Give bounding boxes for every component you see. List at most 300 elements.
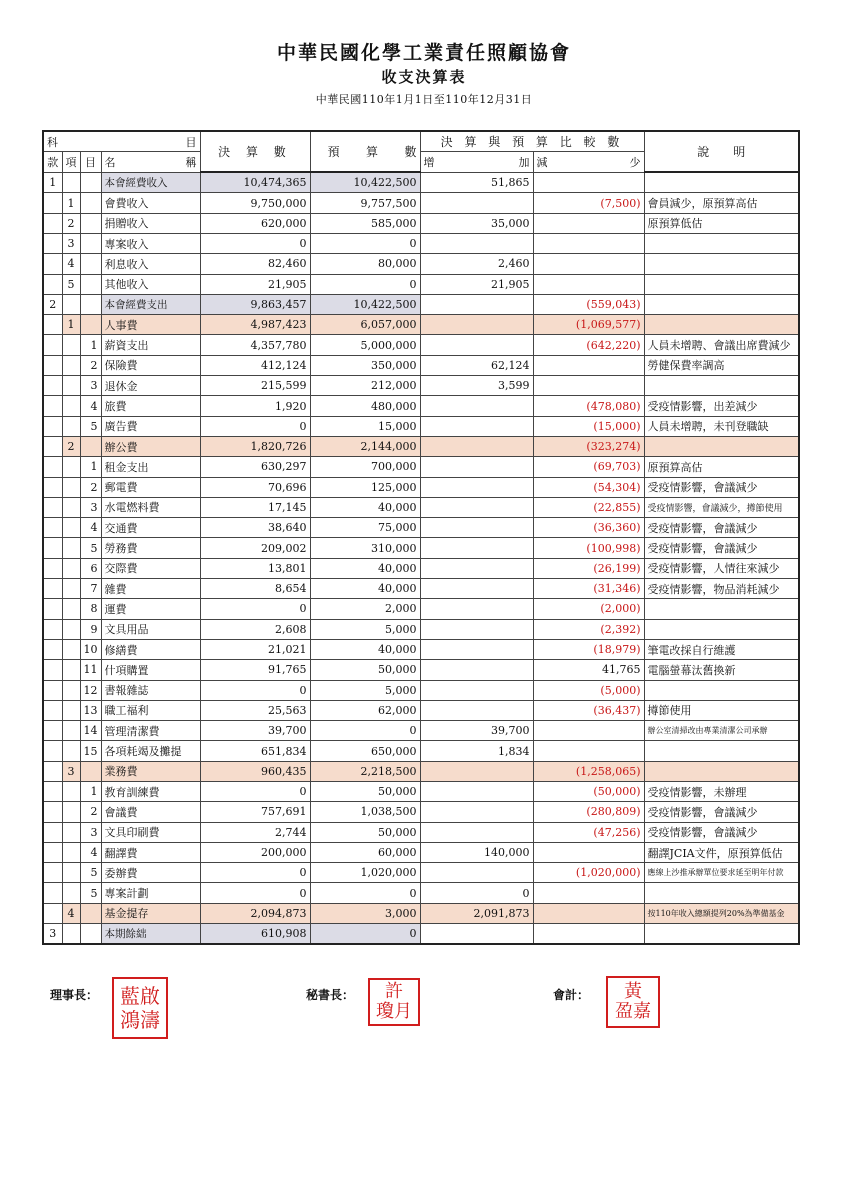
cell-xiang: [62, 294, 80, 314]
table-row: [43, 213, 799, 233]
cell-decrease: [533, 233, 644, 253]
cell-increase: 1,834: [420, 741, 533, 761]
cell-decrease: [533, 213, 644, 233]
cell-decrease: (1,069,577): [533, 315, 644, 335]
cell-decrease: (69,703): [533, 457, 644, 477]
cell-mu: 2: [80, 355, 101, 375]
cell-note: [644, 315, 799, 335]
cell-note: [644, 680, 799, 700]
cell-name: 各項耗竭及攤提: [101, 741, 200, 761]
cell-actual: 620,000: [200, 213, 310, 233]
cell-increase: 62,124: [420, 355, 533, 375]
cell-mu: 2: [80, 802, 101, 822]
cell-name: 本會經費收入: [101, 172, 200, 193]
cell-mu: 5: [80, 883, 101, 903]
cell-xiang: [62, 741, 80, 761]
cell-decrease: (18,979): [533, 639, 644, 659]
cell-budget: 50,000: [310, 660, 420, 680]
cell-actual: 0: [200, 680, 310, 700]
cell-mu: 1: [80, 457, 101, 477]
cell-mu: 8: [80, 599, 101, 619]
table-row: [43, 436, 799, 456]
header-xiang: 項: [62, 152, 80, 172]
cell-actual: 651,834: [200, 741, 310, 761]
cell-kuan: [43, 477, 62, 497]
cell-name: 專案收入: [101, 233, 200, 253]
cell-budget: 62,000: [310, 700, 420, 720]
table-row: [43, 172, 799, 193]
cell-xiang: [62, 680, 80, 700]
cell-xiang: [62, 782, 80, 802]
cell-increase: [420, 457, 533, 477]
cell-kuan: [43, 700, 62, 720]
page-title: 中華民國化學工業責任照顧協會: [276, 42, 571, 64]
cell-mu: 4: [80, 842, 101, 862]
cell-actual: 21,021: [200, 639, 310, 659]
cell-actual: 0: [200, 883, 310, 903]
cell-decrease: (2,000): [533, 599, 644, 619]
cell-budget: 9,757,500: [310, 193, 420, 213]
cell-kuan: [43, 761, 62, 781]
table-row: [43, 721, 799, 741]
cell-increase: [420, 619, 533, 639]
cell-mu: [80, 274, 101, 294]
cell-name: 郵電費: [101, 477, 200, 497]
cell-note: 受疫情影響，會議減少: [644, 538, 799, 558]
cell-increase: 0: [420, 883, 533, 903]
cell-note: [644, 376, 799, 396]
table-row: [43, 558, 799, 578]
table-row: [43, 842, 799, 862]
cell-budget: 2,218,500: [310, 761, 420, 781]
cell-xiang: [62, 457, 80, 477]
cell-budget: 3,000: [310, 903, 420, 923]
cell-kuan: [43, 660, 62, 680]
cell-budget: 310,000: [310, 538, 420, 558]
table-row: [43, 639, 799, 659]
header-note: 說 明: [644, 131, 799, 172]
cell-decrease: [533, 883, 644, 903]
cell-increase: 35,000: [420, 213, 533, 233]
cell-decrease: [533, 903, 644, 923]
table-row: [43, 903, 799, 923]
table-row: [43, 396, 799, 416]
header-actual: 決 算 數: [200, 131, 310, 172]
cell-budget: 125,000: [310, 477, 420, 497]
cell-decrease: (50,000): [533, 782, 644, 802]
cell-increase: [420, 782, 533, 802]
cell-budget: 0: [310, 721, 420, 741]
cell-xiang: [62, 619, 80, 639]
cell-kuan: [43, 558, 62, 578]
cell-actual: 91,765: [200, 660, 310, 680]
cell-increase: 21,905: [420, 274, 533, 294]
cell-kuan: [43, 721, 62, 741]
cell-actual: 0: [200, 416, 310, 436]
table-row: [43, 924, 799, 945]
cell-actual: 1,820,726: [200, 436, 310, 456]
cell-kuan: [43, 802, 62, 822]
cell-kuan: [43, 822, 62, 842]
cell-mu: 4: [80, 518, 101, 538]
cell-increase: [420, 315, 533, 335]
cell-note: [644, 294, 799, 314]
cell-note: 受疫情影響，人情往來減少: [644, 558, 799, 578]
cell-budget: 0: [310, 924, 420, 945]
ledger-body: [43, 172, 799, 944]
cell-decrease: (36,437): [533, 700, 644, 720]
cell-name: 書報雜誌: [101, 680, 200, 700]
cell-mu: 1: [80, 782, 101, 802]
table-row: [43, 518, 799, 538]
cell-budget: 40,000: [310, 558, 420, 578]
cell-kuan: [43, 680, 62, 700]
cell-kuan: [43, 863, 62, 883]
cell-name: 本期餘絀: [101, 924, 200, 945]
cell-note: 翻譯JCIA文件，原預算低估: [644, 842, 799, 862]
cell-increase: [420, 579, 533, 599]
header-dec-a: 減: [536, 155, 548, 169]
cell-note: [644, 233, 799, 253]
cell-xiang: [62, 518, 80, 538]
cell-actual: 21,905: [200, 274, 310, 294]
cell-name: 會議費: [101, 802, 200, 822]
cell-xiang: [62, 579, 80, 599]
cell-note: 受疫情影響，會議減少: [644, 822, 799, 842]
cell-kuan: [43, 416, 62, 436]
cell-decrease: (15,000): [533, 416, 644, 436]
cell-increase: 2,091,873: [420, 903, 533, 923]
cell-kuan: [43, 193, 62, 213]
accountant-seal-text: 黃 盈嘉: [615, 981, 651, 1022]
table-row: [43, 579, 799, 599]
cell-name: 其他收入: [101, 274, 200, 294]
cell-actual: 757,691: [200, 802, 310, 822]
cell-budget: 75,000: [310, 518, 420, 538]
cell-mu: [80, 924, 101, 945]
cell-kuan: [43, 233, 62, 253]
chairman-label: 理事長：: [50, 988, 99, 1002]
cell-name: 委辦費: [101, 863, 200, 883]
cell-increase: [420, 518, 533, 538]
secretary-label: 秘書長：: [306, 988, 355, 1002]
cell-increase: [420, 233, 533, 253]
cell-increase: [420, 761, 533, 781]
cell-note: [644, 172, 799, 193]
cell-budget: 10,422,500: [310, 172, 420, 193]
cell-mu: 6: [80, 558, 101, 578]
cell-budget: 1,020,000: [310, 863, 420, 883]
cell-name: 什項購置: [101, 660, 200, 680]
cell-note: [644, 883, 799, 903]
cell-actual: 2,608: [200, 619, 310, 639]
cell-increase: [420, 477, 533, 497]
cell-note: 受疫情影響，出差減少: [644, 396, 799, 416]
cell-increase: [420, 822, 533, 842]
cell-increase: 39,700: [420, 721, 533, 741]
cell-xiang: [62, 558, 80, 578]
cell-xiang: [62, 639, 80, 659]
cell-decrease: (280,809): [533, 802, 644, 822]
cell-kuan: [43, 599, 62, 619]
cell-actual: 4,987,423: [200, 315, 310, 335]
cell-mu: 7: [80, 579, 101, 599]
cell-note: 按110年收入總額提列20%為準備基金: [644, 903, 799, 923]
cell-decrease: (1,020,000): [533, 863, 644, 883]
header-mu2: 目: [80, 152, 101, 172]
cell-mu: [80, 254, 101, 274]
cell-xiang: [62, 497, 80, 517]
cell-actual: 8,654: [200, 579, 310, 599]
cell-budget: 0: [310, 233, 420, 253]
cell-mu: 14: [80, 721, 101, 741]
cell-kuan: [43, 903, 62, 923]
cell-name: 修繕費: [101, 639, 200, 659]
cell-name: 翻譯費: [101, 842, 200, 862]
cell-mu: 3: [80, 822, 101, 842]
cell-budget: 0: [310, 883, 420, 903]
cell-actual: 1,920: [200, 396, 310, 416]
cell-mu: 5: [80, 416, 101, 436]
cell-name: 教育訓練費: [101, 782, 200, 802]
cell-budget: 212,000: [310, 376, 420, 396]
cell-decrease: 41,765: [533, 660, 644, 680]
cell-name: 本會經費支出: [101, 294, 200, 314]
cell-xiang: [62, 416, 80, 436]
cell-note: 原預算高估: [644, 457, 799, 477]
cell-note: 受疫情影響，未辦理: [644, 782, 799, 802]
cell-mu: [80, 315, 101, 335]
cell-mu: 3: [80, 497, 101, 517]
table-row: [43, 376, 799, 396]
cell-increase: [420, 924, 533, 945]
cell-budget: 585,000: [310, 213, 420, 233]
table-row: [43, 233, 799, 253]
cell-decrease: (559,043): [533, 294, 644, 314]
cell-kuan: 2: [43, 294, 62, 314]
cell-xiang: 2: [62, 213, 80, 233]
cell-note: [644, 254, 799, 274]
table-row: [43, 680, 799, 700]
cell-mu: [80, 193, 101, 213]
cell-note: [644, 741, 799, 761]
cell-actual: 25,563: [200, 700, 310, 720]
cell-increase: [420, 294, 533, 314]
cell-mu: [80, 903, 101, 923]
cell-note: 受疫情影響，會議減少: [644, 802, 799, 822]
cell-xiang: [62, 822, 80, 842]
cell-kuan: [43, 457, 62, 477]
cell-budget: 15,000: [310, 416, 420, 436]
cell-decrease: (642,220): [533, 335, 644, 355]
cell-xiang: [62, 477, 80, 497]
cell-note: 筆電改採自行維護: [644, 639, 799, 659]
cell-increase: 3,599: [420, 376, 533, 396]
cell-decrease: [533, 254, 644, 274]
cell-budget: 6,057,000: [310, 315, 420, 335]
cell-xiang: [62, 883, 80, 903]
header-budget: [310, 131, 420, 172]
cell-name: 交際費: [101, 558, 200, 578]
cell-increase: [420, 335, 533, 355]
report-period: 中華民國110年1月1日至110年12月31日: [315, 93, 533, 106]
table-row: [43, 599, 799, 619]
cell-kuan: [43, 619, 62, 639]
table-row: [43, 822, 799, 842]
cell-xiang: [62, 802, 80, 822]
cell-budget: 50,000: [310, 822, 420, 842]
cell-mu: 5: [80, 538, 101, 558]
cell-note: 應線上沙推承辦單位要求延至明年付款: [644, 863, 799, 883]
cell-decrease: [533, 842, 644, 862]
header-budget-b: 算: [365, 145, 378, 160]
table-row: [43, 741, 799, 761]
cell-xiang: [62, 396, 80, 416]
cell-actual: 412,124: [200, 355, 310, 375]
cell-name: 交通費: [101, 518, 200, 538]
cell-increase: 140,000: [420, 842, 533, 862]
header-compare: 決 算 與 預 算 比 較 數: [420, 131, 644, 152]
cell-kuan: [43, 396, 62, 416]
cell-kuan: [43, 213, 62, 233]
cell-mu: 2: [80, 477, 101, 497]
table-row: [43, 274, 799, 294]
table-row: [43, 782, 799, 802]
cell-xiang: 3: [62, 761, 80, 781]
cell-actual: 13,801: [200, 558, 310, 578]
header-inc-a: 增: [423, 155, 435, 169]
cell-note: [644, 761, 799, 781]
cell-decrease: [533, 172, 644, 193]
table-row: [43, 802, 799, 822]
cell-name: 旅費: [101, 396, 200, 416]
cell-budget: 40,000: [310, 579, 420, 599]
cell-actual: 960,435: [200, 761, 310, 781]
cell-kuan: [43, 538, 62, 558]
cell-decrease: (47,256): [533, 822, 644, 842]
header-ke-mu: [43, 131, 200, 152]
cell-name: 利息收入: [101, 254, 200, 274]
cell-actual: 2,094,873: [200, 903, 310, 923]
table-row: [43, 416, 799, 436]
cell-kuan: [43, 254, 62, 274]
cell-actual: 10,474,365: [200, 172, 310, 193]
header-decrease: [533, 152, 644, 172]
cell-budget: 0: [310, 274, 420, 294]
cell-budget: 350,000: [310, 355, 420, 375]
cell-note: [644, 436, 799, 456]
cell-increase: 51,865: [420, 172, 533, 193]
cell-actual: 2,744: [200, 822, 310, 842]
cell-name: 辦公費: [101, 436, 200, 456]
cell-name: 基金提存: [101, 903, 200, 923]
cell-decrease: (100,998): [533, 538, 644, 558]
cell-increase: [420, 193, 533, 213]
cell-budget: 1,038,500: [310, 802, 420, 822]
header-kuan: 款: [43, 152, 62, 172]
cell-mu: 12: [80, 680, 101, 700]
cell-name: 業務費: [101, 761, 200, 781]
cell-actual: 70,696: [200, 477, 310, 497]
cell-mu: [80, 761, 101, 781]
table-row: [43, 315, 799, 335]
table-row: [43, 457, 799, 477]
cell-mu: [80, 172, 101, 193]
cell-name: 捐贈收入: [101, 213, 200, 233]
cell-name: 雜費: [101, 579, 200, 599]
cell-decrease: (22,855): [533, 497, 644, 517]
cell-mu: [80, 294, 101, 314]
cell-name: 人事費: [101, 315, 200, 335]
cell-mu: 1: [80, 335, 101, 355]
cell-note: 受疫情影響，會議減少: [644, 518, 799, 538]
header-mu: 目: [185, 135, 197, 149]
cell-decrease: [533, 376, 644, 396]
table-row: [43, 193, 799, 213]
cell-budget: 40,000: [310, 639, 420, 659]
header-increase: [420, 152, 533, 172]
cell-decrease: [533, 274, 644, 294]
cell-budget: 2,144,000: [310, 436, 420, 456]
cell-name: 專案計劃: [101, 883, 200, 903]
cell-kuan: [43, 335, 62, 355]
cell-note: 電腦螢幕汰舊換新: [644, 660, 799, 680]
cell-mu: 4: [80, 396, 101, 416]
cell-mu: 5: [80, 863, 101, 883]
cell-increase: [420, 680, 533, 700]
cell-note: 人員未增聘，未刊登職缺: [644, 416, 799, 436]
cell-budget: 480,000: [310, 396, 420, 416]
cell-kuan: [43, 436, 62, 456]
table-row: [43, 538, 799, 558]
cell-increase: [420, 497, 533, 517]
cell-actual: 0: [200, 233, 310, 253]
cell-name: 退休金: [101, 376, 200, 396]
cell-xiang: 1: [62, 315, 80, 335]
cell-xiang: [62, 376, 80, 396]
header-dec-b: 少: [629, 155, 641, 169]
cell-mu: [80, 233, 101, 253]
cell-note: 受疫情影響，物品消耗減少: [644, 579, 799, 599]
cell-mu: [80, 213, 101, 233]
report-subtitle: 收支決算表: [381, 68, 467, 86]
table-row: [43, 497, 799, 517]
cell-kuan: [43, 741, 62, 761]
cell-increase: [420, 863, 533, 883]
cell-budget: 60,000: [310, 842, 420, 862]
cell-xiang: 5: [62, 274, 80, 294]
table-row: [43, 294, 799, 314]
cell-kuan: [43, 497, 62, 517]
cell-kuan: [43, 315, 62, 335]
table-row: [43, 863, 799, 883]
table-row: [43, 254, 799, 274]
cell-kuan: [43, 782, 62, 802]
cell-kuan: 3: [43, 924, 62, 945]
cell-actual: 82,460: [200, 254, 310, 274]
cell-actual: 9,863,457: [200, 294, 310, 314]
cell-xiang: [62, 538, 80, 558]
cell-note: 受疫情影響，會議減少，撙節使用: [644, 497, 799, 517]
cell-xiang: [62, 721, 80, 741]
table-row: [43, 700, 799, 720]
cell-name: 租金支出: [101, 457, 200, 477]
cell-increase: [420, 436, 533, 456]
cell-kuan: [43, 842, 62, 862]
cell-actual: 17,145: [200, 497, 310, 517]
cell-xiang: 2: [62, 436, 80, 456]
cell-increase: [420, 396, 533, 416]
